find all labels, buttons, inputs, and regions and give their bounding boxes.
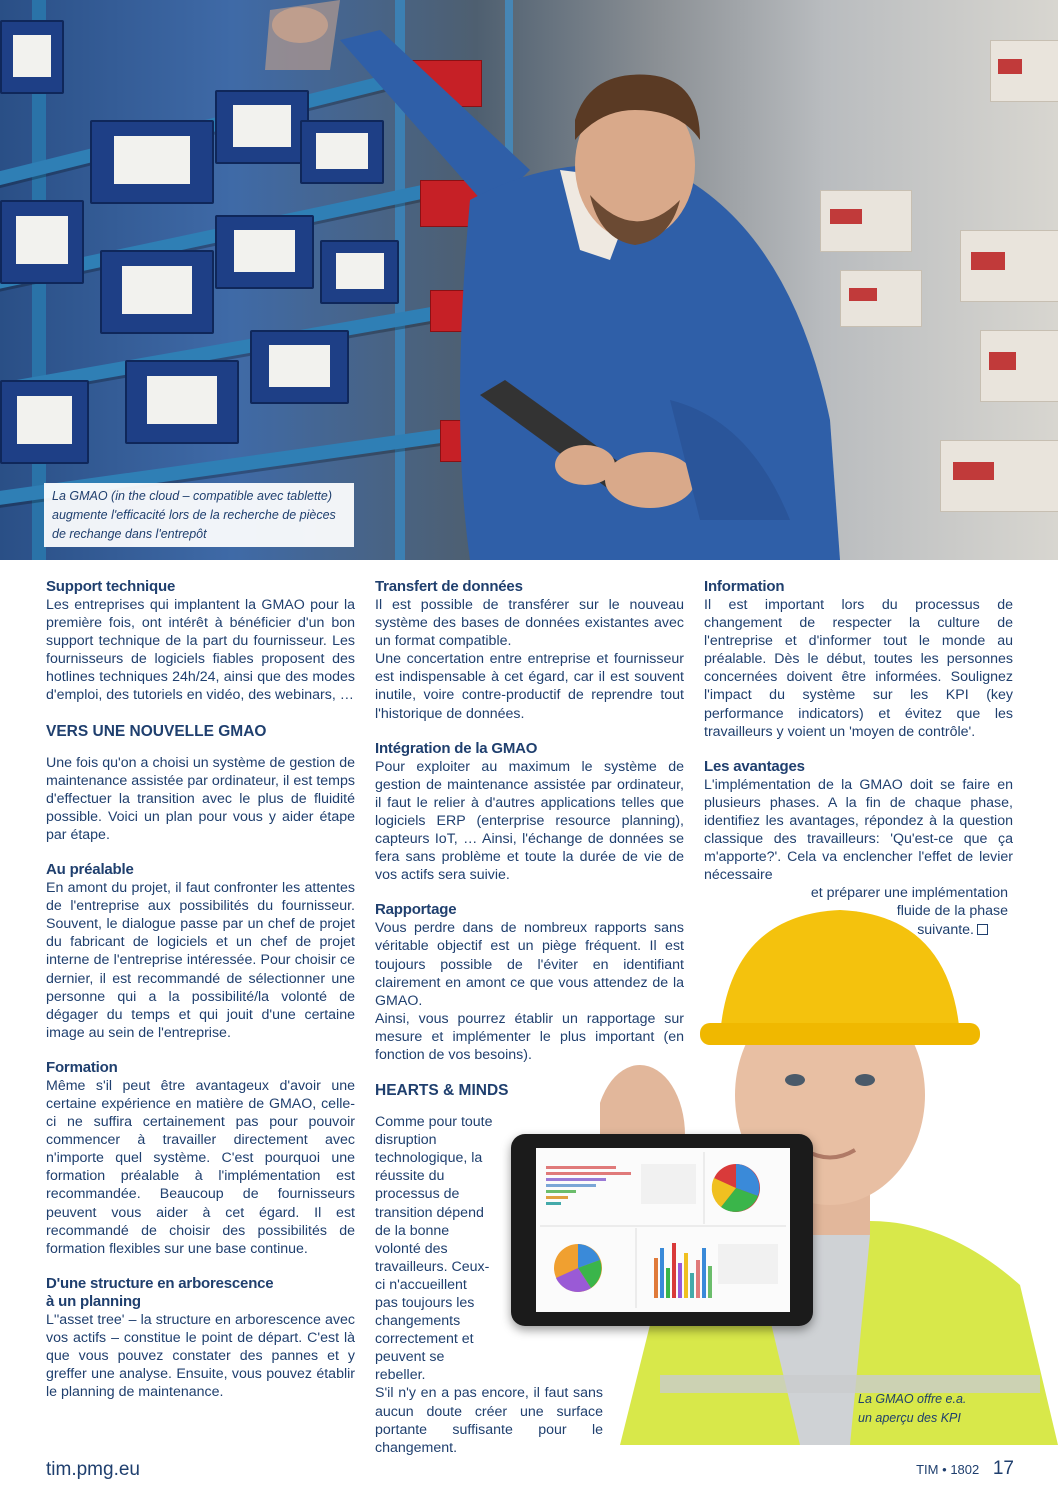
storage-bin [0,380,89,464]
paragraph-last-word: suivante. [917,921,974,938]
parts-box [990,40,1058,102]
paragraph-cont: fluide de la phase [896,903,1008,920]
footer-issue [916,1458,1014,1480]
storage-bin [100,250,214,334]
heading-formation: Formation [46,1058,118,1076]
heading-information: Information [704,578,785,595]
section-title-vers-nouvelle-gmao: VERS UNE NOUVELLE GMAO [46,722,267,740]
photo-caption [44,483,354,547]
photo-caption-line: de rechange dans l'entrepôt [52,527,207,541]
paragraph: Pour exploiter au maximum le système de gestion de maintenance assistée par ordinateur, il faut le relier à d'autres applications telles que logiciels ERP (enterprise resource planning), capteurs IoT, … Ainsi, l'échange de données se fera sans problème et toute la durée de vie de vos actifs sera suivie. [375,758,684,884]
heading-rapportage: Rapportage [375,901,457,919]
column-1 [46,578,355,1418]
photo-caption-line: La GMAO (in the cloud – compatible avec tablette) [52,489,333,503]
storage-bin [0,200,84,284]
heading-structure-arborescence: D'une structure en arborescence [46,1274,274,1292]
footer-magazine: TIM [916,1462,939,1477]
paragraph: Une concertation entre entreprise et fournisseur est indispensable à cet égard, car il est souvent inutile, voire contre-productif de reprendre tout l'historique de données. [375,651,684,722]
parts-box [980,330,1058,402]
section-title-hearts-minds: HEARTS & MINDS [375,1082,509,1100]
paragraph-cont: et préparer une implémentation [810,885,1008,902]
worker-figure [230,0,880,560]
paragraph: Ainsi, vous pourrez établir un rapportage sur mesure et implémenter le plus important (en fonction de vos besoins). [375,1010,684,1063]
paragraph: Comme pour toute disruption technologique, la réussite du processus de transition dépend de la bonne volonté des travailleurs. Ceux-ci n'accueillent pas toujours les changements correctement et peuvent se rebeller. [375,1114,493,1384]
page-number: 17 [992,1458,1014,1479]
tablet-caption-line: La GMAO offre e.a. [858,1392,967,1406]
heading-transfert-donnees: Transfert de données [375,578,523,595]
kpi-dashboard-screen [536,1148,790,1312]
paragraph: Une fois qu'on a choisi un système de gestion de maintenance assistée par ordinateur, il est temps d'effectuer la transition avec le plus de fluidité possible. Voici un plan pour vous y aider étape par étape. [46,754,355,843]
heading-au-prealable: Au préalable [46,861,134,879]
heading-les-avantages: Les avantages [704,757,805,775]
paragraph: Même s'il peut être avantageux d'avoir une certaine expérience en matière de GMAO, celle-ci ne suffira certainement pas pour pouvoir commencer à travailler directement avec n'importe quel système. C'est pourquoi une formation préalable à l'implémentation est recommandée. Beaucoup de fournisseurs peuvent vous aider à cet égard. Il est recommandé de choisir des possibilités de formation flexibles sur une base continue. [46,1077,355,1257]
paragraph: Vous perdre dans de nombreux rapports sans véritable objectif est un piège fréquent. Il est toujours possible de l'éviter en identifiant clairement en amont ce que vous attendez de la GMAO. [375,920,684,1009]
footer-bullet: • [942,1462,947,1477]
paragraph: En amont du projet, il faut confronter les attentes de l'entreprise aux possibilités du fournisseur. Souvent, le dialogue passe par un chef de projet du fabricant de logiciels et un chef de projet interne de l'entreprise intéressée. Pour choisir ce dernier, il est recommandé de sélectionner une personne qui a la possibilité/la volonté de dégager du temps et qui jouit d'une certaine image au sein de l'entreprise. [46,880,355,1041]
footer-website-link[interactable]: tim.pmg.eu [46,1459,140,1480]
heading-integration-gmao: Intégration de la GMAO [375,739,538,757]
photo-caption-line: augmente l'efficacité lors de la recherche de pièces [52,508,336,522]
paragraph: L''asset tree' – la structure en arborescence avec vos actifs – constitue le point de départ. C'est là que vous pouvez constater des pannes et y greffer une analyse. Ensuite, vous pouvez établir le planning de maintenance. [46,1311,355,1401]
paragraph: Il est important lors du processus de changement de respecter la culture de l'entreprise et d'informer tout le monde au préalable. Dès le début, toutes les personnes concernées doivent être informées. Soulignez l'impact du système sur les KPI (key performance indicators) et évitez que les travailleurs y voient un 'moyen de contrôle'. [704,597,1013,740]
paragraph: L'implémentation de la GMAO doit se faire en plusieurs phases. A la fin de chaque phase, identifiez les avantages, répondez à la question classique des travailleurs: 'Qu'est-ce que ça m'apporte?'. Cela va enclencher l'effet de levier nécessaire [704,776,1013,884]
paragraph: Il est possible de transférer sur le nouveau système des bases de données existantes avec un format compatible. [375,597,684,650]
storage-bin [0,20,64,94]
heading-support-technique: Support technique [46,578,176,595]
hero-photo-warehouse [0,0,1058,560]
storage-bin [125,360,239,444]
footer-issue-number: 1802 [950,1462,980,1477]
tablet-caption-line: un aperçu des KPI [858,1411,961,1425]
tablet-caption [858,1390,1008,1428]
column-3 [704,578,1013,956]
tablet-device [511,1134,813,1326]
paragraph: S'il n'y en a pas encore, il faut sans aucun doute créer une surface portante suffisante pour le changement. [375,1385,603,1456]
heading-structure-arborescence-line2: à un planning [46,1292,141,1310]
parts-box [940,440,1058,512]
paragraph: Les entreprises qui implantent la GMAO pour la première fois, ont intérêt à bénéficier d'un bon support technique de la part du fournisseur. Les fournisseurs de logiciels fiables proposent des hotlines techniques 24h/24, ainsi que des modes d'emploi, des tutoriels en vidéo, des webinars, … [46,597,355,704]
storage-bin [90,120,214,204]
parts-box [960,230,1058,302]
